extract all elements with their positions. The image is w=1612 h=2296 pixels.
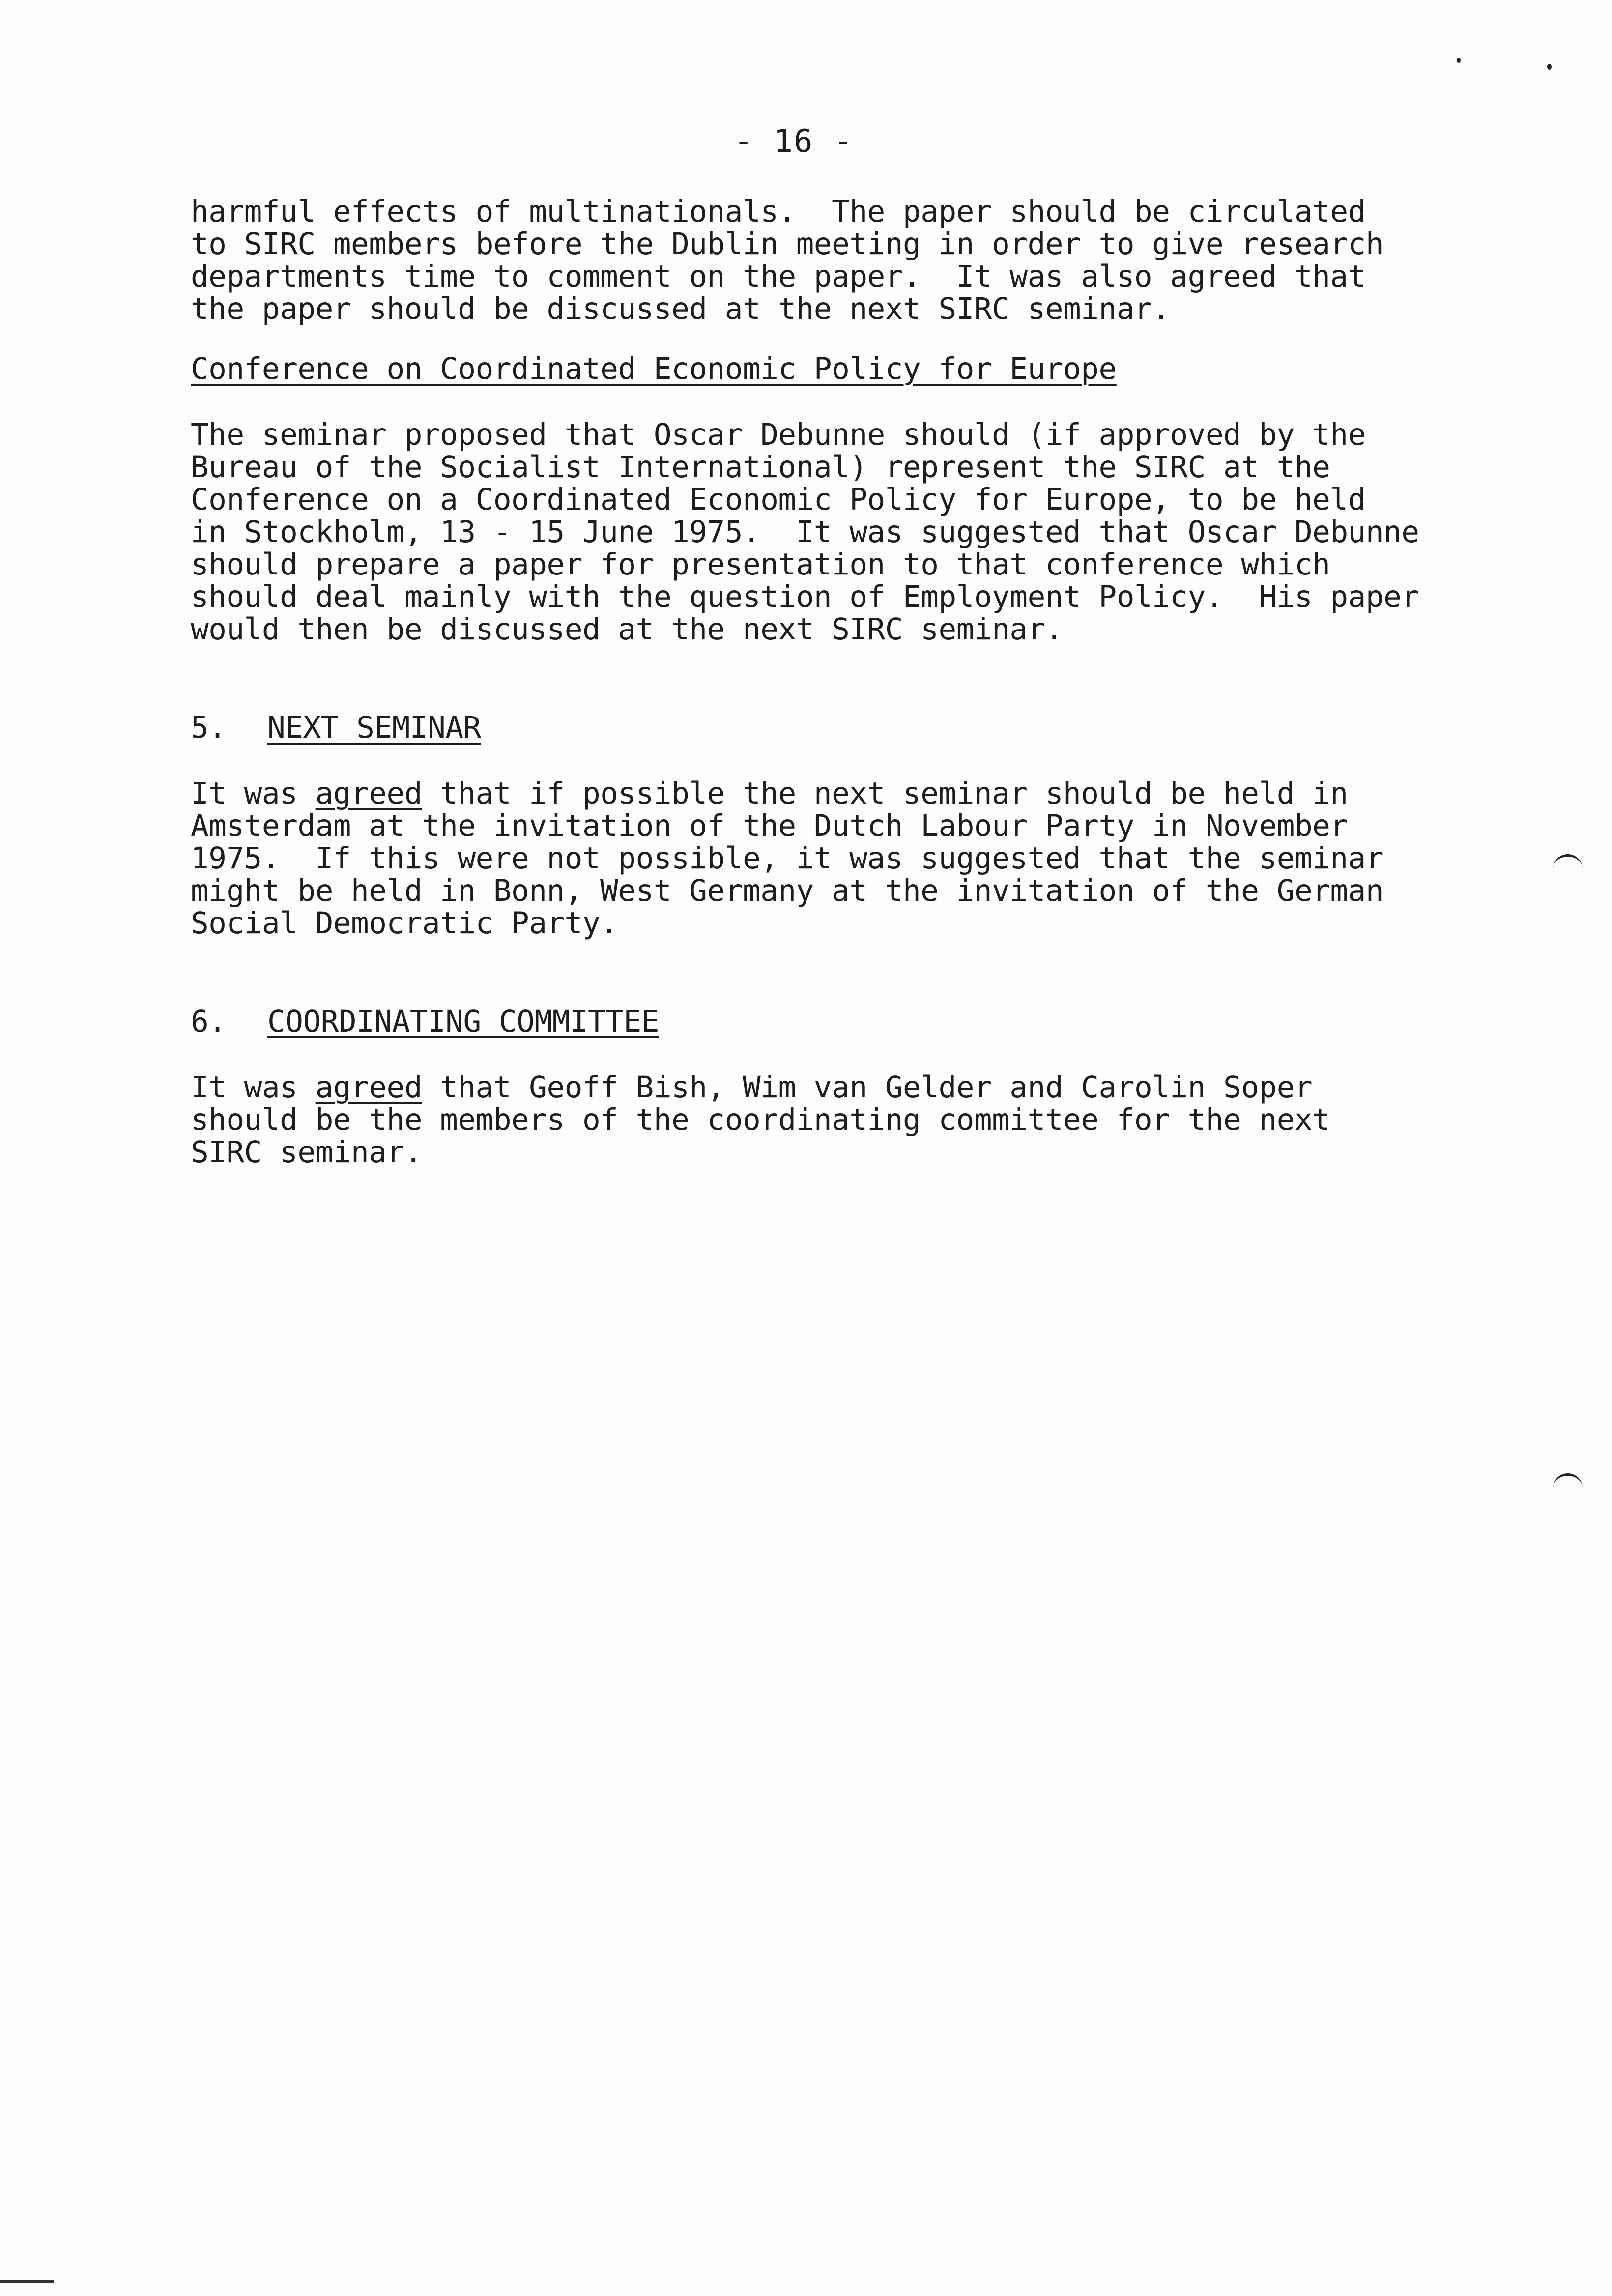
section-heading-row	[191, 712, 1547, 744]
margin-mark	[1553, 1473, 1583, 1491]
text-run: It was	[191, 1070, 316, 1105]
next-seminar-paragraph	[191, 777, 1547, 940]
coordinating-committee-paragraph	[191, 1071, 1547, 1169]
paragraph-line: Bureau of the Socialist International) represent the SIRC at the	[191, 450, 1330, 485]
paragraph-line: departments time to comment on the paper. It was also agreed that	[191, 259, 1366, 294]
conference-paragraph	[191, 419, 1547, 646]
paragraph-line: Amsterdam at the invitation of the Dutch Labour Party in November	[191, 808, 1348, 843]
paragraph-line	[191, 1071, 1547, 1104]
text-run: that if possible the next seminar should be held in	[422, 776, 1348, 811]
scan-edge-rule	[0, 2280, 54, 2283]
paragraph-line: should be the members of the coordinating committee for the next	[191, 1102, 1330, 1137]
paragraph-line: should prepare a paper for presentation to that conference which	[191, 547, 1330, 582]
paragraph-line: the paper should be discussed at the next SIRC seminar.	[191, 291, 1170, 326]
conference-section	[191, 353, 1547, 385]
continuation-paragraph	[191, 196, 1547, 325]
coordinating-committee-section	[191, 1005, 1547, 1038]
emphasis-agreed: agreed	[315, 776, 422, 811]
scan-speck	[1547, 64, 1552, 70]
text-run: It was	[191, 776, 316, 811]
paragraph-line	[191, 777, 1547, 810]
paragraph-line: 1975. If this were not possible, it was suggested that the seminar	[191, 841, 1384, 876]
emphasis-agreed: agreed	[315, 1070, 422, 1105]
section-heading: COORDINATING COMMITTEE	[267, 1004, 659, 1039]
paragraph-line: to SIRC members before the Dublin meeting in order to give research	[191, 227, 1384, 261]
scan-speck	[1457, 58, 1461, 63]
paragraph-line: might be held in Bonn, West Germany at the invitation of the German	[191, 873, 1384, 908]
section-number: 5.	[191, 710, 227, 745]
margin-mark	[1553, 854, 1583, 871]
section-heading-row	[191, 1005, 1547, 1038]
next-seminar-section	[191, 712, 1547, 744]
paragraph-line: The seminar proposed that Oscar Debunne should (if approved by the	[191, 417, 1366, 452]
page-number: - 16 -	[734, 123, 854, 160]
text-run: that Geoff Bish, Wim van Gelder and Carolin Soper	[422, 1070, 1313, 1105]
paragraph-line: Conference on a Coordinated Economic Policy for Europe, to be held	[191, 482, 1366, 517]
section-heading: NEXT SEMINAR	[267, 710, 481, 745]
paragraph-line: should deal mainly with the question of Employment Policy. His paper	[191, 579, 1419, 614]
paragraph-line: harmful effects of multinationals. The paper should be circulated	[191, 194, 1366, 229]
paragraph-line: would then be discussed at the next SIRC seminar.	[191, 612, 1064, 647]
paragraph-line: Social Democratic Party.	[191, 906, 618, 941]
section-number: 6.	[191, 1004, 227, 1039]
conference-heading: Conference on Coordinated Economic Policy for Europe	[191, 351, 1117, 386]
paragraph-line: SIRC seminar.	[191, 1135, 422, 1170]
paragraph-line: in Stockholm, 13 - 15 June 1975. It was suggested that Oscar Debunne	[191, 515, 1419, 549]
